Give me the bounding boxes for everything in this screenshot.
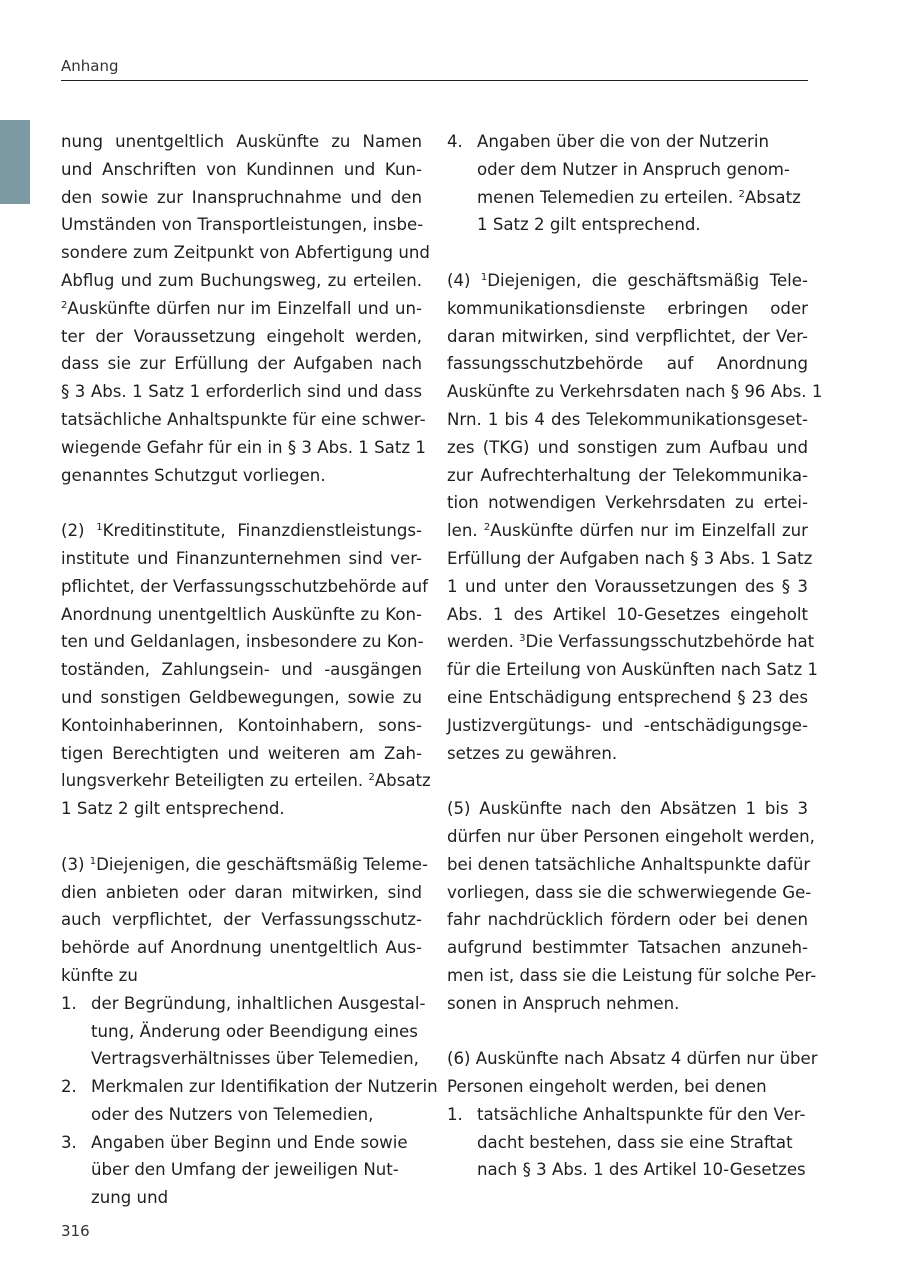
list-item — [61, 1129, 422, 1212]
text-line: Abflug und zum Buchungsweg, zu erteilen. — [61, 270, 422, 290]
list-item — [61, 990, 426, 1073]
text-line: wiegende Gefahr für ein in § 3 Abs. 1 Satz 1 — [61, 437, 426, 457]
text-line: Angaben über Beginn und Ende sowie — [91, 1132, 408, 1152]
list-item — [61, 1073, 438, 1129]
header-rule — [61, 80, 808, 81]
sentence-number: 1 — [480, 271, 488, 283]
text-line: oder dem Nutzer in Anspruch genom- — [477, 159, 790, 179]
sentence-number: 1 — [96, 522, 103, 534]
text-line: ten und Geldanlagen, insbesondere zu Kon- — [61, 632, 424, 652]
list-number: 2. — [61, 1077, 77, 1097]
text-line: Angaben über die von der Nutzerin — [477, 132, 769, 151]
text-line: 1 und unter den Voraussetzungen des § 3 — [447, 576, 808, 596]
paragraph-6 — [447, 1045, 818, 1184]
text-line: tion notwendigen Verkehrsdaten zu ertei- — [447, 493, 808, 513]
text-line: fahr nachdrücklich fördern oder bei denen — [447, 910, 808, 930]
paragraph-1-continued — [61, 128, 430, 489]
text-line: bei denen tatsächliche Anhaltspunkte dafür — [447, 854, 811, 874]
text-line: tatsächliche Anhaltspunkte für eine schwer- — [61, 409, 426, 429]
text-line: tung, Änderung oder Beendigung eines — [91, 1021, 418, 1041]
text-line: institute und Finanzunternehmen sind ver- — [61, 548, 422, 568]
text-line: (5) Auskünfte nach den Absätzen 1 bis 3 — [447, 799, 808, 819]
text-line: oder des Nutzers von Telemedien, — [91, 1104, 374, 1124]
text-line: men ist, dass sie die Leistung für solche Per- — [447, 965, 817, 985]
text-line: auch verpflichtet, der Verfassungsschutz- — [61, 910, 422, 930]
text-line: Kontoinhaberinnen, Kontoinhabern, sons- — [61, 715, 422, 735]
text-line: ter der Voraussetzung eingeholt werden, — [61, 326, 422, 346]
chapter-tab-marker — [0, 120, 30, 204]
text-line: Erfüllung der Aufgaben nach § 3 Abs. 1 Satz — [447, 548, 813, 568]
text-line: eine Entschädigung entsprechend § 23 des — [447, 687, 808, 707]
sentence-number: 2 — [738, 188, 745, 200]
text-line: daran mitwirken, sind verpflichtet, der Ver- — [447, 326, 808, 346]
text-line: zung und — [91, 1188, 169, 1208]
list-item — [447, 128, 808, 239]
text-line: zur Aufrechterhaltung der Telekommunika- — [447, 465, 808, 485]
text-line: setzes zu gewähren. — [447, 743, 618, 763]
text-line: nung unentgeltlich Auskünfte zu Namen — [61, 132, 422, 151]
left-column — [61, 128, 438, 1212]
text-line: kommunikationsdienste erbringen oder — [447, 298, 808, 318]
list-item — [447, 1101, 808, 1184]
sentence-number: 1 — [89, 855, 97, 867]
text-line: tatsächliche Anhaltspunkte für den Ver- — [477, 1104, 806, 1124]
text-line: dürfen nur über Personen eingeholt werden, — [447, 826, 815, 846]
text-line: len. $^2$Auskünfte dürfen nur im Einzelfall zur — [447, 521, 809, 541]
text-line: (3) $^1$Diejenigen, die geschäftsmäßig Teleme- — [61, 854, 428, 874]
text-line: behörde auf Anordnung unentgeltlich Aus- — [61, 938, 422, 958]
text-line: Nrn. 1 bis 4 des Telekommunikationsgeset- — [447, 409, 808, 429]
sentence-number: 3 — [519, 633, 526, 645]
text-line: Merkmalen zur Identifikation der Nutzerin — [91, 1077, 438, 1097]
text-line: tigen Berechtigten und weiteren am Zah- — [61, 743, 422, 763]
text-line: dacht bestehen, dass sie eine Straftat — [477, 1132, 793, 1152]
text-line: (2) $^1$Kreditinstitute, Finanzdienstleistungs- — [61, 521, 422, 541]
text-line: dien anbieten oder daran mitwirken, sind — [61, 882, 422, 902]
text-line: (4) $^1$Diejenigen, die geschäftsmäßig Tele- — [447, 270, 808, 290]
text-line: der Begründung, inhaltlichen Ausgestal- — [91, 993, 426, 1013]
list-number: 3. — [61, 1132, 77, 1152]
right-column — [447, 128, 823, 1184]
text-line: sonen in Anspruch nehmen. — [447, 993, 680, 1013]
text-line: $^2$Auskünfte dürfen nur im Einzelfall und un- — [61, 298, 422, 318]
text-line: Umständen von Transportleistungen, insbe- — [61, 215, 424, 235]
text-line: vorliegen, dass sie die schwerwiegende Ge- — [447, 882, 812, 902]
text-line: über den Umfang der jeweiligen Nut- — [91, 1160, 399, 1180]
text-line: § 3 Abs. 1 Satz 1 erforderlich sind und dass — [61, 382, 422, 402]
text-line: Abs. 1 des Artikel 10-Gesetzes eingeholt — [447, 604, 808, 624]
text-line: Vertragsverhältnisses über Telemedien, — [91, 1049, 419, 1069]
sentence-number: 2 — [368, 772, 375, 784]
text-line: den sowie zur Inanspruchnahme und den — [61, 187, 422, 207]
page-number: 316 — [61, 1222, 90, 1240]
paragraph-5 — [447, 795, 817, 1017]
paragraph-2 — [61, 517, 431, 823]
text-line: künfte zu — [61, 965, 138, 985]
list-number: 1. — [61, 993, 77, 1013]
paragraph-3 — [61, 851, 438, 1212]
text-line: werden. $^3$Die Verfassungsschutzbehörde hat — [447, 632, 815, 652]
text-line: Justizvergütungs- und -entschädigungsge- — [447, 715, 808, 735]
text-line: zes (TKG) und sonstigen zum Aufbau und — [447, 437, 808, 457]
text-line: und Anschriften von Kundinnen und Kun- — [61, 159, 422, 179]
text-line: genanntes Schutzgut vorliegen. — [61, 465, 326, 485]
running-header: Anhang — [61, 57, 119, 75]
text-line: sondere zum Zeitpunkt von Abfertigung und — [61, 243, 430, 263]
text-line: Auskünfte zu Verkehrsdaten nach § 96 Abs. 1 — [447, 382, 823, 402]
text-line: aufgrund bestimmter Tatsachen anzuneh- — [447, 938, 808, 958]
text-line: (6) Auskünfte nach Absatz 4 dürfen nur über — [447, 1049, 818, 1069]
text-line: pflichtet, der Verfassungsschutzbehörde auf — [61, 576, 428, 596]
list-number: 1. — [447, 1104, 463, 1124]
text-line: Anordnung unentgeltlich Auskünfte zu Kon- — [61, 604, 422, 624]
text-line: 1 Satz 2 gilt entsprechend. — [61, 799, 285, 819]
text-line: dass sie zur Erfüllung der Aufgaben nach — [61, 354, 422, 374]
text-line: fassungsschutzbehörde auf Anordnung — [447, 354, 808, 374]
sentence-number: 2 — [483, 522, 491, 534]
text-line: und sonstigen Geldbewegungen, sowie zu — [61, 687, 422, 707]
text-line: nach § 3 Abs. 1 des Artikel 10-Gesetzes — [477, 1160, 806, 1180]
text-line: lungsverkehr Beteiligten zu erteilen. $^2$Absatz — [61, 771, 431, 791]
paragraph-4 — [447, 267, 823, 767]
text-line: Personen eingeholt werden, bei denen — [447, 1077, 767, 1097]
text-line: toständen, Zahlungsein- und -ausgängen — [61, 660, 422, 680]
text-line: menen Telemedien zu erteilen. $^2$Absatz — [477, 187, 801, 207]
text-line: für die Erteilung von Auskünften nach Satz 1 — [447, 660, 818, 680]
text-line: 1 Satz 2 gilt entsprechend. — [477, 215, 701, 235]
list-number: 4. — [447, 132, 463, 151]
sentence-number: 2 — [61, 299, 68, 311]
